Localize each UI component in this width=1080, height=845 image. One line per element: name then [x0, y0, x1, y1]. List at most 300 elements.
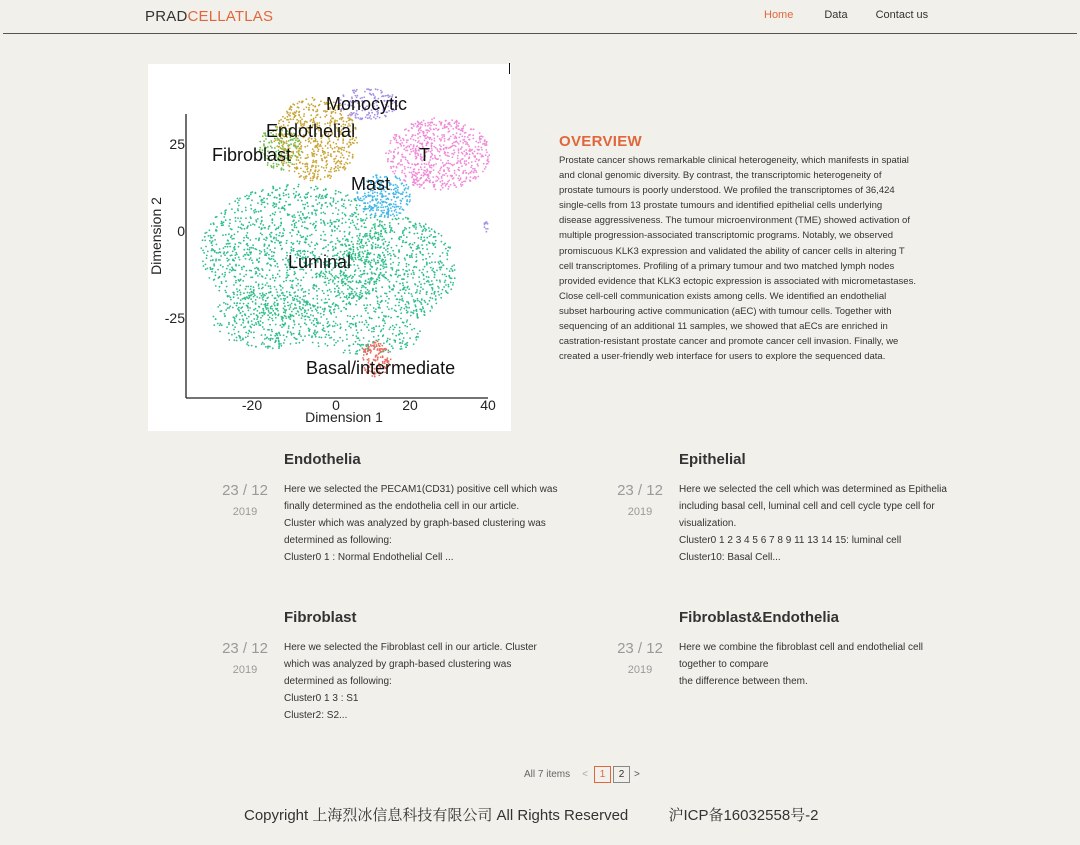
- tsne-point: [301, 289, 303, 291]
- tsne-point: [385, 230, 387, 232]
- tsne-point: [256, 296, 258, 298]
- tsne-point: [373, 310, 375, 312]
- tsne-point: [283, 302, 285, 304]
- tsne-point: [417, 246, 419, 248]
- tsne-point: [342, 285, 344, 287]
- tsne-point: [426, 271, 428, 273]
- tsne-point: [410, 246, 412, 248]
- tsne-point: [271, 241, 273, 243]
- tsne-point: [326, 167, 328, 169]
- tsne-point: [292, 220, 294, 222]
- tsne-point: [336, 146, 338, 148]
- tsne-point: [404, 166, 406, 168]
- tsne-point: [333, 248, 335, 250]
- tsne-point: [284, 209, 286, 211]
- tsne-point: [212, 240, 214, 242]
- tsne-point: [226, 286, 228, 288]
- tsne-point: [436, 148, 438, 150]
- tsne-point: [335, 190, 337, 192]
- tsne-point: [422, 274, 424, 276]
- tsne-point: [292, 297, 294, 299]
- tsne-point: [271, 142, 273, 144]
- tsne-point: [245, 217, 247, 219]
- tsne-point: [282, 292, 284, 294]
- tsne-point: [273, 259, 275, 261]
- tsne-point: [240, 227, 242, 229]
- tsne-point: [345, 215, 347, 217]
- card-date-day: 23 / 12: [222, 482, 268, 499]
- tsne-point: [416, 248, 418, 250]
- tsne-point: [377, 195, 379, 197]
- tsne-point: [391, 210, 393, 212]
- tsne-point: [315, 186, 317, 188]
- tsne-point: [211, 250, 213, 252]
- tsne-point: [277, 315, 279, 317]
- tsne-point: [429, 165, 431, 167]
- tsne-point: [271, 318, 273, 320]
- tsne-point: [343, 149, 345, 151]
- tsne-point: [414, 301, 416, 303]
- tsne-point: [238, 199, 240, 201]
- tsne-point: [299, 342, 301, 344]
- tsne-point: [296, 227, 298, 229]
- tsne-point: [392, 288, 394, 290]
- tsne-point: [350, 115, 352, 117]
- tsne-point: [324, 224, 326, 226]
- tsne-point: [390, 142, 392, 144]
- tsne-point: [361, 287, 363, 289]
- tsne-point: [276, 337, 278, 339]
- next-page-icon[interactable]: >: [633, 769, 640, 780]
- tsne-point: [234, 246, 236, 248]
- tsne-point: [308, 109, 310, 111]
- tsne-point: [435, 303, 437, 305]
- tsne-point: [333, 168, 335, 170]
- tsne-point: [349, 301, 351, 303]
- tsne-point: [358, 298, 360, 300]
- tsne-point: [234, 212, 236, 214]
- tsne-point: [378, 353, 380, 355]
- tsne-point: [238, 310, 240, 312]
- tsne-point: [327, 141, 329, 143]
- tsne-point: [349, 350, 351, 352]
- tsne-point: [346, 151, 348, 153]
- tsne-point: [395, 201, 397, 203]
- tsne-point: [280, 169, 282, 171]
- tsne-point: [347, 277, 349, 279]
- tsne-point: [332, 246, 334, 248]
- tsne-point: [295, 145, 297, 147]
- tsne-point: [392, 333, 394, 335]
- tsne-point: [302, 152, 304, 154]
- tsne-point: [369, 268, 371, 270]
- tsne-point: [369, 201, 371, 203]
- tsne-point: [237, 198, 239, 200]
- tsne-point: [277, 338, 279, 340]
- tsne-point: [240, 279, 242, 281]
- tsne-point: [321, 337, 323, 339]
- tsne-point: [427, 170, 429, 172]
- tsne-point: [375, 200, 377, 202]
- tsne-point: [356, 335, 358, 337]
- tsne-point: [252, 262, 254, 264]
- tsne-point: [294, 223, 296, 225]
- tsne-point: [283, 298, 285, 300]
- tsne-point: [415, 306, 417, 308]
- tsne-point: [384, 257, 386, 259]
- tsne-point: [313, 150, 315, 152]
- tsne-point: [356, 315, 358, 317]
- tsne-point: [487, 156, 489, 158]
- card-title[interactable]: Fibroblast&Endothelia: [679, 609, 840, 626]
- tsne-point: [214, 251, 216, 253]
- tsne-point: [330, 219, 332, 221]
- tsne-point: [224, 290, 226, 292]
- tsne-point: [252, 244, 254, 246]
- tsne-point: [215, 216, 217, 218]
- tsne-point: [368, 262, 370, 264]
- tsne-point: [412, 270, 414, 272]
- tsne-point: [266, 252, 268, 254]
- tsne-point: [283, 228, 285, 230]
- tsne-point: [248, 330, 250, 332]
- tsne-point: [349, 215, 351, 217]
- tsne-point: [406, 266, 408, 268]
- tsne-point: [312, 298, 314, 300]
- tsne-point: [453, 149, 455, 151]
- tsne-point: [464, 170, 466, 172]
- tsne-point: [388, 285, 390, 287]
- tsne-point: [270, 232, 272, 234]
- tsne-point: [343, 293, 345, 295]
- tsne-point: [480, 138, 482, 140]
- tsne-point: [276, 197, 278, 199]
- tsne-point: [396, 166, 398, 168]
- tsne-point: [237, 202, 239, 204]
- tsne-point: [360, 247, 362, 249]
- tsne-point: [448, 128, 450, 130]
- nav-data[interactable]: Data: [824, 9, 848, 21]
- tsne-point: [295, 222, 297, 224]
- tsne-point: [432, 253, 434, 255]
- tsne-point: [294, 142, 296, 144]
- tsne-point: [426, 291, 428, 293]
- tsne-point: [375, 283, 377, 285]
- tsne-point: [291, 242, 293, 244]
- tsne-point: [343, 147, 345, 149]
- tsne-point: [389, 343, 391, 345]
- tsne-point: [241, 267, 243, 269]
- tsne-point: [330, 155, 332, 157]
- tsne-point: [357, 117, 359, 119]
- tsne-point: [303, 217, 305, 219]
- tsne-point: [219, 276, 221, 278]
- nav-contact-us[interactable]: Contact us: [875, 9, 929, 21]
- tsne-point: [283, 342, 285, 344]
- tsne-point: [412, 175, 414, 177]
- tsne-point: [302, 315, 304, 317]
- tsne-point: [385, 271, 387, 273]
- tsne-point: [238, 226, 240, 228]
- tsne-point: [279, 295, 281, 297]
- tsne-point: [304, 241, 306, 243]
- tsne-point: [412, 312, 414, 314]
- tsne-point: [210, 237, 212, 239]
- tsne-point: [390, 255, 392, 257]
- tsne-point: [324, 309, 326, 311]
- tsne-point: [300, 176, 302, 178]
- tsne-point: [387, 254, 389, 256]
- tsne-point: [434, 261, 436, 263]
- tsne-point: [258, 226, 260, 228]
- tsne-point: [262, 322, 264, 324]
- tsne-point: [315, 308, 317, 310]
- tsne-point: [414, 233, 416, 235]
- tsne-point: [272, 314, 274, 316]
- tsne-point: [301, 118, 303, 120]
- tsne-point: [331, 275, 333, 277]
- tsne-point: [232, 251, 234, 253]
- tsne-point: [276, 263, 278, 265]
- tsne-point: [260, 200, 262, 202]
- tsne-point: [381, 286, 383, 288]
- tsne-point: [398, 223, 400, 225]
- tsne-point: [275, 205, 277, 207]
- tsne-point: [425, 223, 427, 225]
- tsne-point: [240, 307, 242, 309]
- tsne-point: [401, 172, 403, 174]
- prev-page-icon[interactable]: <: [582, 769, 588, 780]
- tsne-point: [284, 309, 286, 311]
- tsne-point: [335, 243, 337, 245]
- x-tick-neg20: -20: [241, 397, 263, 413]
- tsne-point: [330, 144, 332, 146]
- tsne-point: [290, 246, 292, 248]
- tsne-point: [263, 343, 265, 345]
- tsne-point: [206, 257, 208, 259]
- tsne-point: [338, 191, 340, 193]
- tsne-point: [322, 290, 324, 292]
- page-1-button[interactable]: 1: [594, 766, 611, 783]
- tsne-point: [230, 236, 232, 238]
- tsne-point: [423, 187, 425, 189]
- tsne-point: [411, 136, 413, 138]
- tsne-point: [477, 176, 479, 178]
- tsne-point: [274, 197, 276, 199]
- tsne-point: [232, 324, 234, 326]
- tsne-point: [236, 337, 238, 339]
- tsne-point: [414, 183, 416, 185]
- tsne-point: [346, 321, 348, 323]
- tsne-point: [377, 209, 379, 211]
- tsne-point: [409, 227, 411, 229]
- tsne-point: [409, 153, 411, 155]
- footer-icp-link[interactable]: 沪ICP备16032558号-2: [668, 807, 819, 824]
- card-title[interactable]: Epithelial: [679, 451, 746, 468]
- tsne-point: [308, 174, 310, 176]
- tsne-point: [309, 245, 311, 247]
- tsne-point: [261, 221, 263, 223]
- tsne-point: [413, 272, 415, 274]
- tsne-point: [356, 228, 358, 230]
- tsne-point: [406, 281, 408, 283]
- tsne-point: [415, 226, 417, 228]
- page-2-button[interactable]: 2: [613, 766, 630, 783]
- tsne-point: [395, 175, 397, 177]
- tsne-point: [390, 317, 392, 319]
- overview-line: prostate tumours is poorly understood. We profiled the transcriptomes of 36,424: [559, 185, 895, 197]
- tsne-point: [360, 315, 362, 317]
- tsne-point: [290, 295, 292, 297]
- tsne-point: [219, 248, 221, 250]
- tsne-point: [383, 247, 385, 249]
- tsne-point: [215, 285, 217, 287]
- tsne-point: [395, 170, 397, 172]
- tsne-point: [397, 152, 399, 154]
- tsne-point: [222, 224, 224, 226]
- tsne-point: [486, 231, 488, 233]
- tsne-point: [284, 315, 286, 317]
- tsne-point: [345, 245, 347, 247]
- tsne-point: [376, 296, 378, 298]
- tsne-point: [315, 336, 317, 338]
- tsne-point: [246, 195, 248, 197]
- tsne-point: [407, 301, 409, 303]
- tsne-point: [265, 284, 267, 286]
- tsne-point: [453, 122, 455, 124]
- tsne-point: [445, 120, 447, 122]
- tsne-point: [342, 340, 344, 342]
- tsne-point: [374, 215, 376, 217]
- tsne-point: [298, 193, 300, 195]
- tsne-point: [371, 260, 373, 262]
- tsne-point: [339, 337, 341, 339]
- tsne-point: [418, 130, 420, 132]
- tsne-point: [297, 186, 299, 188]
- tsne-point: [234, 302, 236, 304]
- tsne-point: [284, 323, 286, 325]
- tsne-point: [384, 115, 386, 117]
- tsne-point: [278, 207, 280, 209]
- tsne-point: [259, 297, 261, 299]
- nav-home[interactable]: Home: [750, 9, 807, 34]
- tsne-point: [381, 214, 383, 216]
- tsne-point: [305, 176, 307, 178]
- tsne-point: [304, 322, 306, 324]
- tsne-point: [405, 196, 407, 198]
- tsne-point: [429, 127, 431, 129]
- tsne-point: [286, 142, 288, 144]
- tsne-point: [429, 180, 431, 182]
- tsne-point: [421, 121, 423, 123]
- tsne-point: [293, 299, 295, 301]
- tsne-point: [297, 295, 299, 297]
- tsne-point: [368, 340, 370, 342]
- tsne-point: [336, 237, 338, 239]
- tsne-point: [340, 117, 342, 119]
- tsne-point: [351, 259, 353, 261]
- tsne-point: [423, 225, 425, 227]
- tsne-point: [438, 128, 440, 130]
- tsne-point: [397, 276, 399, 278]
- tsne-point: [205, 268, 207, 270]
- tsne-point: [257, 202, 259, 204]
- tsne-point: [363, 337, 365, 339]
- tsne-point: [447, 155, 449, 157]
- tsne-point: [410, 167, 412, 169]
- card-desc-line: Here we combine the fibroblast cell and endothelial cell: [679, 642, 924, 653]
- tsne-point: [443, 286, 445, 288]
- card-title[interactable]: Fibroblast: [284, 609, 357, 626]
- tsne-point: [430, 156, 432, 158]
- tsne-point: [441, 185, 443, 187]
- tsne-point: [323, 212, 325, 214]
- tsne-point: [308, 293, 310, 295]
- tsne-point: [271, 256, 273, 258]
- tsne-point: [380, 230, 382, 232]
- tsne-point: [314, 334, 316, 336]
- tsne-point: [405, 159, 407, 161]
- tsne-point: [376, 345, 378, 347]
- tsne-point: [448, 286, 450, 288]
- tsne-point: [419, 186, 421, 188]
- tsne-point: [416, 145, 418, 147]
- card-title[interactable]: Endothelia: [284, 451, 361, 468]
- tsne-point: [366, 259, 368, 261]
- tsne-point: [237, 208, 239, 210]
- tsne-point: [353, 250, 355, 252]
- tsne-point: [354, 257, 356, 259]
- tsne-point: [454, 135, 456, 137]
- cluster-label-endothelial: Endothelial: [266, 121, 356, 141]
- overview-line: Prostate cancer shows remarkable clinical heterogeneity, which manifests in spatial: [559, 155, 909, 166]
- tsne-point: [379, 117, 381, 119]
- tsne-point: [455, 145, 457, 147]
- tsne-point: [401, 164, 403, 166]
- tsne-point: [356, 295, 358, 297]
- tsne-point: [298, 159, 300, 161]
- tsne-point: [246, 235, 248, 237]
- tsne-point: [406, 241, 408, 243]
- tsne-point: [320, 219, 322, 221]
- tsne-point: [315, 221, 317, 223]
- site-logo[interactable]: [145, 8, 273, 25]
- tsne-point: [371, 331, 373, 333]
- tsne-point: [227, 251, 229, 253]
- tsne-point: [348, 248, 350, 250]
- tsne-point: [296, 157, 298, 159]
- tsne-point: [316, 310, 318, 312]
- tsne-point: [396, 142, 398, 144]
- tsne-point: [442, 264, 444, 266]
- tsne-point: [403, 148, 405, 150]
- tsne-point: [317, 331, 319, 333]
- tsne-point: [330, 235, 332, 237]
- tsne-point: [439, 151, 441, 153]
- tsne-point: [431, 228, 433, 230]
- tsne-point: [470, 176, 472, 178]
- tsne-point: [265, 303, 267, 305]
- tsne-point: [293, 321, 295, 323]
- tsne-point: [389, 328, 391, 330]
- tsne-point: [287, 305, 289, 307]
- tsne-point: [365, 287, 367, 289]
- tsne-point: [293, 188, 295, 190]
- tsne-point: [431, 164, 433, 166]
- tsne-point: [325, 202, 327, 204]
- tsne-point: [413, 169, 415, 171]
- tsne-point: [206, 255, 208, 257]
